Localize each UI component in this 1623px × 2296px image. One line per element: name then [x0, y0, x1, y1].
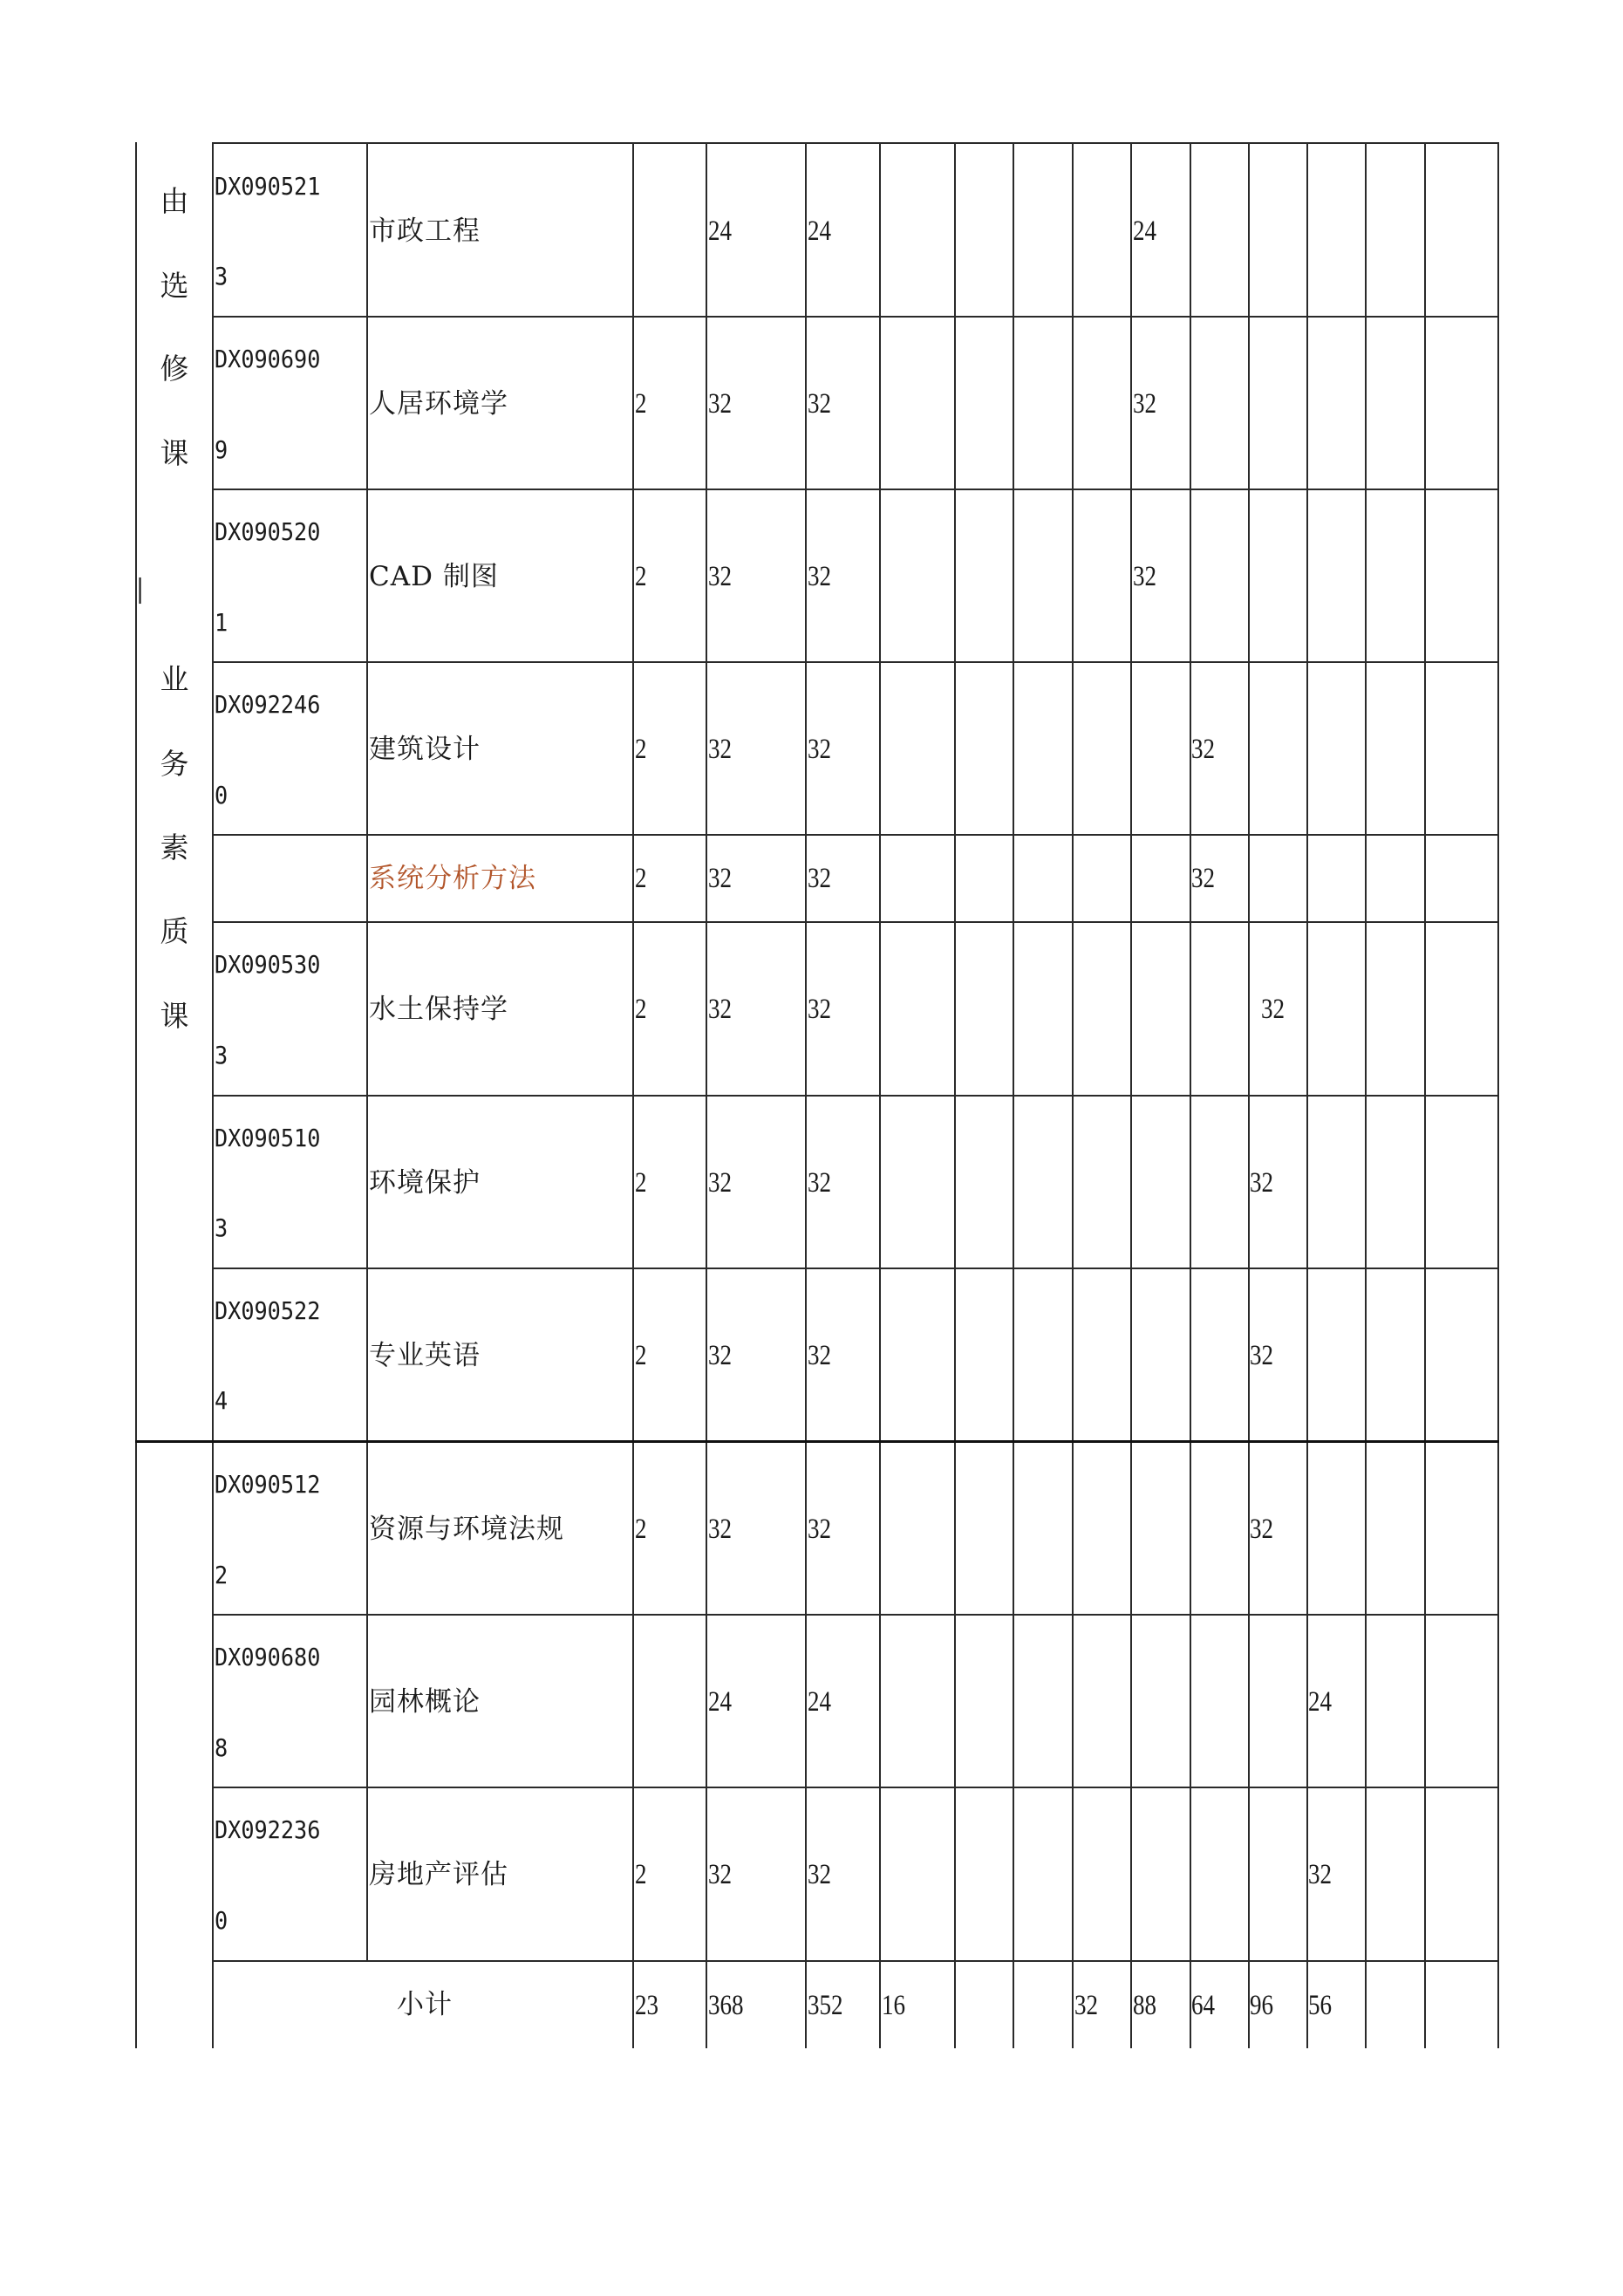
semester-cell: 32 — [1261, 994, 1285, 1025]
course-name: 市政工程 — [369, 215, 481, 247]
credits-cell: 2 — [635, 994, 647, 1025]
course-code-suffix: 3 — [215, 1041, 228, 1069]
course-code-suffix: 2 — [215, 1561, 228, 1589]
row-divider — [212, 1095, 1499, 1097]
credits-cell: 2 — [635, 734, 647, 765]
course-code-suffix: 8 — [215, 1733, 228, 1762]
semester-cell: 32 — [1250, 1340, 1274, 1371]
lecture-cell: 32 — [808, 734, 832, 765]
credits-cell: 2 — [635, 1167, 647, 1199]
course-name: 房地产评估 — [369, 1859, 508, 1890]
subtotal-credits: 23 — [635, 1990, 659, 2021]
hours-cell: 24 — [708, 215, 733, 247]
hours-cell: 32 — [708, 994, 733, 1025]
lecture-cell: 32 — [808, 1514, 832, 1545]
row-divider — [212, 1960, 1499, 1962]
credits-cell: 2 — [635, 863, 647, 894]
course-name: 人居环境学 — [369, 388, 508, 420]
category-char: 选 — [160, 269, 189, 303]
category-char: 业 — [160, 662, 189, 696]
course-code-suffix: 1 — [215, 608, 228, 637]
lecture-cell: 32 — [808, 1167, 832, 1199]
hours-cell: 32 — [708, 1859, 733, 1890]
course-code: DX090510 — [215, 1124, 321, 1152]
category-char: 务 — [160, 747, 189, 781]
lecture-cell: 32 — [808, 994, 832, 1025]
course-name: CAD 制图 — [369, 561, 499, 592]
subtotal-cell: 96 — [1250, 1990, 1274, 2021]
subtotal-hours: 368 — [708, 1990, 744, 2021]
semester-cell: 32 — [1191, 734, 1216, 765]
hours-cell: 32 — [708, 561, 733, 592]
credits-cell: 2 — [635, 388, 647, 420]
course-code-suffix: 3 — [215, 1213, 228, 1242]
subtotal-cell: 32 — [1074, 1990, 1099, 2021]
hours-cell: 24 — [708, 1686, 733, 1718]
semester-cell: 32 — [1133, 561, 1157, 592]
course-code-suffix: 9 — [215, 435, 228, 464]
category-char: 课 — [160, 999, 189, 1033]
subtotal-lecture: 352 — [808, 1990, 843, 2021]
course-code: DX090512 — [215, 1470, 321, 1499]
course-code: DX090520 — [215, 517, 321, 546]
course-name: 系统分析方法 — [369, 863, 536, 894]
lecture-cell: 32 — [808, 1340, 832, 1371]
course-name: 专业英语 — [369, 1340, 481, 1371]
semester-cell: 32 — [1250, 1167, 1274, 1199]
semester-cell: 32 — [1250, 1514, 1274, 1545]
hours-cell: 32 — [708, 1514, 733, 1545]
course-code: DX090690 — [215, 345, 321, 373]
row-divider — [212, 142, 1499, 144]
lecture-cell: 24 — [808, 215, 832, 247]
column-divider — [366, 142, 368, 1962]
course-name: 资源与环境法规 — [369, 1514, 564, 1545]
lecture-cell: 32 — [808, 863, 832, 894]
course-name: 建筑设计 — [369, 734, 481, 765]
lecture-cell: 32 — [808, 388, 832, 420]
course-name: 园林概论 — [369, 1686, 481, 1718]
credits-cell: 2 — [635, 1340, 647, 1371]
subtotal-cell: 64 — [1191, 1990, 1216, 2021]
hours-cell: 32 — [708, 1340, 733, 1371]
row-divider — [212, 316, 1499, 318]
subtotal-cell: 56 — [1308, 1990, 1333, 2021]
row-divider — [212, 834, 1499, 836]
semester-cell: 32 — [1308, 1859, 1333, 1890]
semester-cell: 32 — [1191, 863, 1216, 894]
category-char: 质 — [160, 914, 189, 948]
row-divider — [212, 921, 1499, 923]
course-code-suffix: 4 — [215, 1386, 228, 1415]
category-char: 素 — [160, 830, 189, 864]
course-name: 环境保护 — [369, 1167, 481, 1199]
row-divider — [212, 489, 1499, 490]
course-code: DX092246 — [215, 690, 321, 719]
section-divider — [135, 1440, 1499, 1443]
subtotal-cell: 88 — [1133, 1990, 1157, 2021]
semester-cell: 24 — [1133, 215, 1157, 247]
course-code-suffix: 3 — [215, 262, 228, 290]
row-divider — [212, 1787, 1499, 1788]
category-char: 修 — [160, 352, 189, 386]
semester-cell: 24 — [1308, 1686, 1333, 1718]
category-char: — — [126, 576, 160, 605]
course-code: DX092236 — [215, 1815, 321, 1844]
semester-cell: 32 — [1133, 388, 1157, 420]
hours-cell: 32 — [708, 734, 733, 765]
hours-cell: 32 — [708, 1167, 733, 1199]
course-code: DX090530 — [215, 950, 321, 979]
subtotal-label: 小计 — [397, 1989, 453, 2020]
lecture-cell: 32 — [808, 561, 832, 592]
table-border-left — [135, 142, 137, 2048]
subtotal-cell: 16 — [882, 1990, 906, 2021]
hours-cell: 32 — [708, 388, 733, 420]
hours-cell: 32 — [708, 863, 733, 894]
course-code: DX090521 — [215, 172, 321, 201]
category-char: 课 — [160, 436, 189, 470]
course-name: 水土保持学 — [369, 994, 508, 1025]
course-code-suffix: 0 — [215, 1906, 228, 1935]
course-code-suffix: 0 — [215, 781, 228, 810]
row-divider — [212, 1614, 1499, 1616]
credits-cell: 2 — [635, 1514, 647, 1545]
row-divider — [212, 1268, 1499, 1269]
course-code: DX090680 — [215, 1643, 321, 1671]
lecture-cell: 32 — [808, 1859, 832, 1890]
row-divider — [212, 661, 1499, 663]
credits-cell: 2 — [635, 1859, 647, 1890]
lecture-cell: 24 — [808, 1686, 832, 1718]
category-char: 由 — [160, 184, 189, 218]
course-code: DX090522 — [215, 1296, 321, 1325]
credits-cell: 2 — [635, 561, 647, 592]
